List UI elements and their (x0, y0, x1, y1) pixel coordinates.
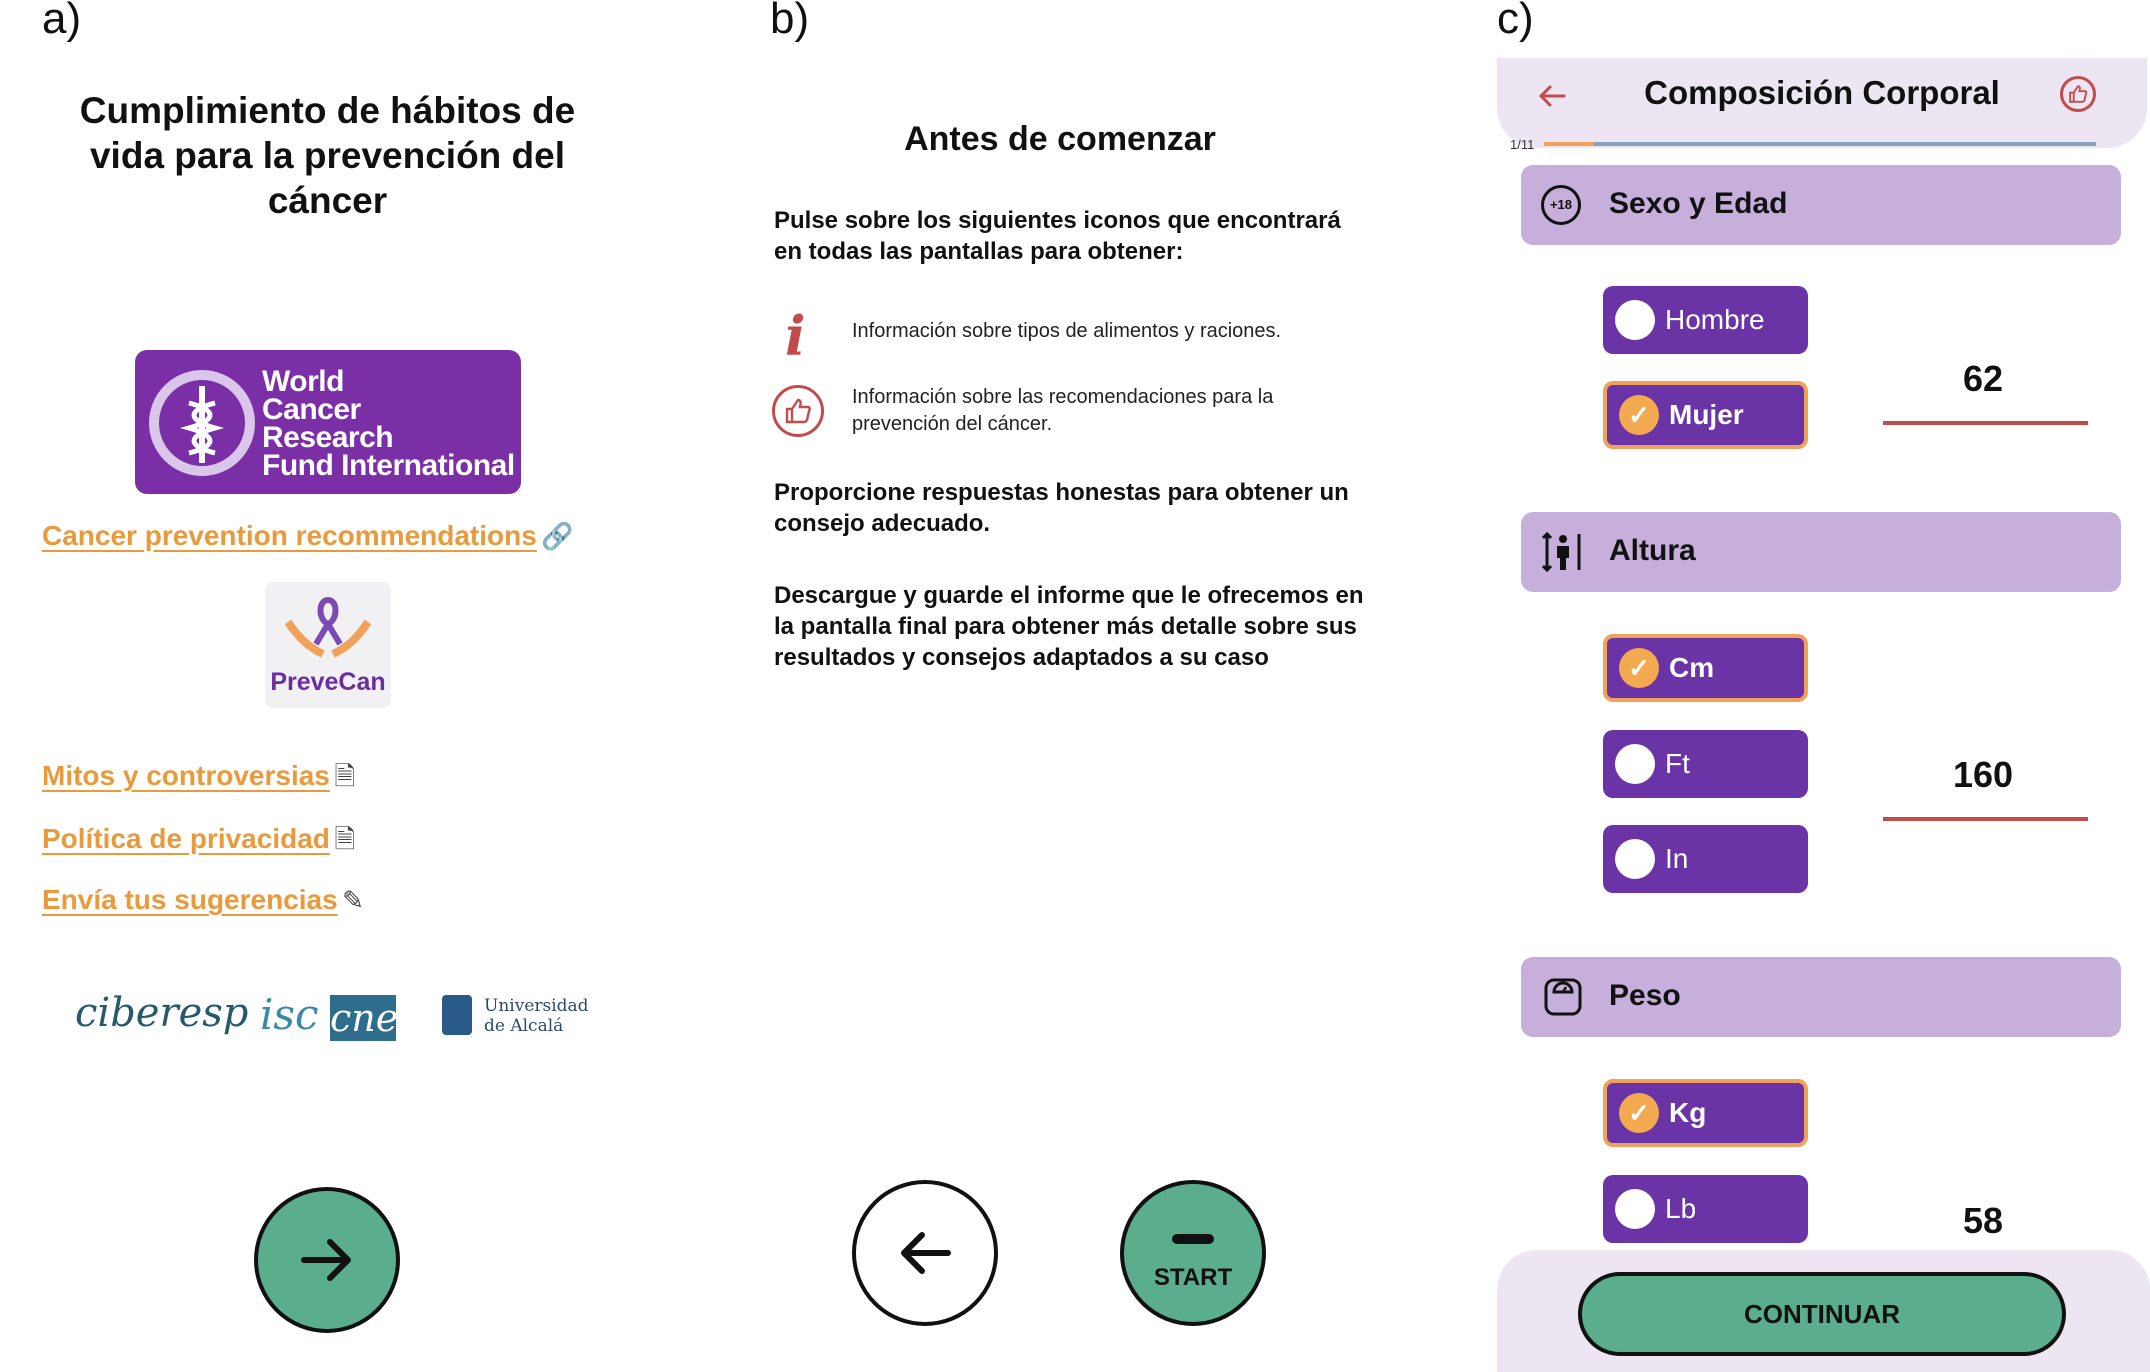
link-mitos[interactable]: Mitos y controversias 🗎 (42, 760, 356, 791)
radio-icon (1615, 744, 1655, 784)
cancer-prevention-link[interactable]: Cancer prevention recommendations 🔗 (42, 520, 574, 551)
option-in[interactable]: In (1603, 825, 1808, 893)
intro-text: Pulse sobre los siguientes iconos que encontrará en todas las pantallas para obtener: (774, 207, 1341, 265)
download-text: Descargue y guarde el informe que le ofrecemos en la pantalla final para obtener más detalle sobre sus resultados y consejos adaptados a su caso (774, 582, 1364, 671)
radio-icon (1615, 1189, 1655, 1229)
document-icon: 🗎 (334, 824, 356, 854)
radio-icon (1615, 839, 1655, 879)
height-person-icon (1541, 530, 1585, 574)
scale-icon (1541, 975, 1585, 1019)
section-sex-age (1521, 165, 2121, 245)
ciberesp-logo: ciberesp (75, 990, 249, 1036)
recommendations-description: Información sobre las recomendaciones para la prevención del cáncer. (852, 386, 1274, 435)
age-18-icon: +18 (1541, 185, 1581, 225)
age-input-underline (1883, 421, 2088, 425)
weight-value[interactable]: 58 (1962, 1200, 2004, 1241)
option-cm[interactable]: ✓ Cm (1603, 634, 1808, 702)
isc-logo: isc (260, 990, 319, 1039)
radio-icon (1615, 300, 1655, 340)
university-crest-icon (442, 995, 472, 1035)
start-bar-icon (1172, 1234, 1214, 1244)
option-ft[interactable]: Ft (1603, 730, 1808, 798)
info-description: Información sobre tipos de alimentos y raciones. (852, 320, 1282, 342)
section-label: Altura (1609, 534, 1696, 567)
panel-a-label: a) (42, 0, 82, 43)
document-icon: 🗎 (334, 761, 356, 791)
progress-label: 1/11 (1510, 137, 1535, 152)
height-input-underline (1883, 817, 2088, 821)
pencil-icon: ✎ (342, 885, 364, 915)
option-hombre[interactable]: Hombre (1603, 286, 1808, 354)
uah-logo: Universidad de Alcalá (484, 996, 589, 1036)
cne-logo: cne (330, 996, 399, 1040)
check-icon: ✓ (1619, 1093, 1659, 1133)
section-height (1521, 512, 2121, 592)
continue-button[interactable]: CONTINUAR (1578, 1272, 2066, 1356)
screen-title: Composición Corporal (1644, 74, 2000, 111)
ribbon-hands-icon (283, 592, 373, 662)
thumbs-up-icon[interactable] (2060, 76, 2096, 112)
section-label: Sexo y Edad (1609, 187, 1788, 220)
instructions-title: Antes de comenzar (904, 120, 1216, 158)
panel-c-label: c) (1497, 0, 1534, 43)
progress-track (1544, 142, 2096, 146)
link-privacidad[interactable]: Política de privacidad 🗎 (42, 823, 356, 854)
age-value[interactable]: 62 (1962, 358, 2004, 399)
arrow-left-icon (894, 1222, 956, 1284)
start-button[interactable] (1120, 1180, 1266, 1326)
option-mujer[interactable]: ✓ Mujer (1603, 381, 1808, 449)
start-label: START (1153, 1264, 1233, 1291)
section-weight (1521, 957, 2121, 1037)
link-icon: 🔗 (541, 521, 574, 551)
wcrf-text: World Cancer Research Fund International (262, 365, 515, 482)
link-sugerencias[interactable]: Envía tus sugerencias ✎ (42, 884, 364, 915)
thumbs-up-icon[interactable] (772, 385, 824, 437)
prevecan-label: PreveCan (270, 668, 386, 696)
caduceus-icon (147, 368, 257, 478)
option-kg[interactable]: ✓ Kg (1603, 1079, 1808, 1147)
option-lb[interactable]: Lb (1603, 1175, 1808, 1243)
check-icon: ✓ (1619, 395, 1659, 435)
panel-b-label: b) (770, 0, 810, 43)
back-button[interactable] (852, 1180, 998, 1326)
height-value[interactable]: 160 (1952, 754, 2014, 795)
section-label: Peso (1609, 979, 1681, 1012)
check-icon: ✓ (1619, 648, 1659, 688)
info-icon[interactable]: i (785, 304, 806, 368)
arrow-right-icon (296, 1229, 358, 1291)
progress-fill (1544, 142, 1594, 146)
next-button[interactable] (254, 1187, 400, 1333)
honest-text: Proporcione respuestas honestas para obtener un consejo adecuado. (774, 479, 1349, 537)
page-title: Cumplimiento de hábitos de vida para la prevención del cáncer (79, 90, 576, 221)
